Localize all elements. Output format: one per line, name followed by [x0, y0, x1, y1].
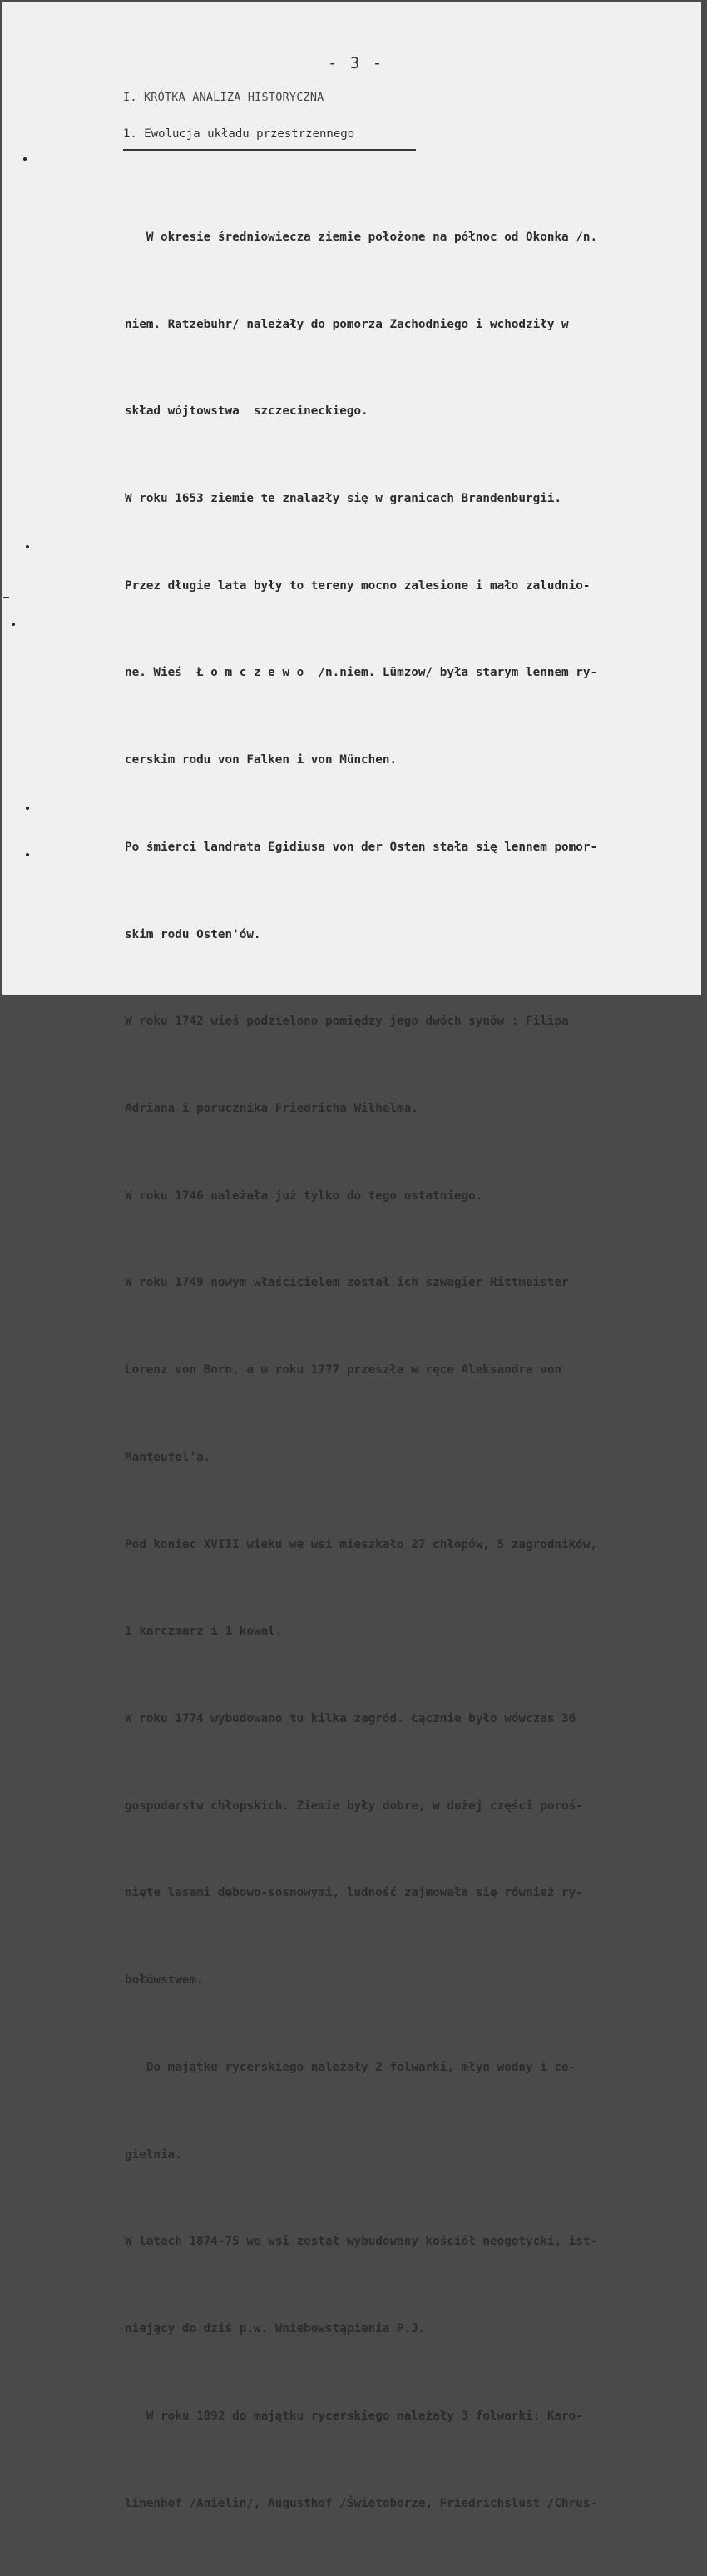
margin-dot-mark — [26, 807, 29, 810]
section-title: I. KRÓTKA ANALIZA HISTORYCZNA — [123, 91, 324, 104]
text-line: Do majątku rycerskiego należały 2 folwarki, młyn wodny i ce- — [125, 2060, 576, 2074]
text-line: niejący do dziś p.w. Wniebowstąpienia P.J. — [125, 2322, 426, 2336]
text-line: 1 karczmarz i 1 kowal. — [125, 1625, 283, 1639]
body-text — [125, 165, 707, 2576]
margin-dot-mark — [12, 623, 15, 626]
text-line: W roku 1742 wieś podzielono pomiędzy jego dwóch synów : Filipa — [125, 1015, 569, 1029]
text-line: Manteufel'a. — [125, 1450, 211, 1464]
text-line: W roku 1746 należała już tylko do tego ostatniego. — [125, 1189, 483, 1203]
document-page — [2, 2, 701, 2510]
text-line: bołówstwem. — [125, 1973, 204, 1988]
text-line: cerskim rodu von Falken i von München. — [125, 753, 398, 767]
margin-dot-mark — [26, 853, 29, 856]
text-line: W roku 1774 wybudowano tu kilka zagród. Łącznie było wówczas 36 — [125, 1712, 576, 1726]
margin-dot-mark — [26, 545, 29, 548]
text-line: Pod koniec XVIII wieku we wsi mieszkało 27 chłopów, 5 zagrodników, — [125, 1537, 598, 1551]
text-line: ne. Wieś Ł o m c z e w o /n.niem. Lümzow/ była starym lennem ry- — [125, 666, 598, 680]
margin-dash-mark — [3, 597, 9, 598]
text-line: Adriana i porucznika Friedricha Wilhelma. — [125, 1102, 418, 1115]
text-line: W okresie średniowiecza ziemie położone na północ od Okonka /n. — [125, 230, 598, 244]
text-line: Po śmierci landrata Egidiusa von der Osten stała się lennem pomor- — [125, 840, 598, 854]
text-line: skład wójtowstwa szczecineckiego. — [125, 405, 368, 419]
text-line: nięte lasami dębowo-sosnowymi, ludność zajmowała się również ry- — [125, 1886, 583, 1900]
subsection-title: 1. Ewolucja układu przestrzennego — [123, 127, 355, 141]
text-line: W latach 1874-75 we wsi został wybudowany kościół neogotycki, ist- — [125, 2235, 598, 2249]
text-line: W roku 1653 ziemie te znalazły się w granicach Brandenburgii. — [125, 491, 562, 505]
text-line: W roku 1749 nowym właścicielem został ich szwagier Rittmeister — [125, 1276, 569, 1290]
text-line: Lorenz von Born, a w roku 1777 przeszła w ręce Aleksandra von — [125, 1363, 562, 1377]
subsection-underline — [123, 149, 416, 151]
text-line: niem. Ratzebuhr/ należały do pomorza Zachodniego i wchodziły w — [125, 317, 569, 331]
text-line: linenhof /Anielin/, Augusthof /Świętoborze, Friedrichslust /Chrus- — [125, 2496, 598, 2510]
text-line: gielnia. — [125, 2147, 182, 2162]
text-line: W roku 1892 do majątku rycerskiego należały 3 folwarki: Karo- — [125, 2409, 583, 2423]
margin-dot-mark — [23, 157, 27, 161]
text-line: gospodarstw chłopskich. Ziemie były dobre, w dużej części poroś- — [125, 1799, 583, 1813]
page-number: - 3 - — [328, 54, 384, 72]
text-line: Przez długie lata były to tereny mocno zalesione i mało zaludnio- — [125, 578, 591, 593]
text-line: skim rodu Osten'ów. — [125, 927, 261, 941]
